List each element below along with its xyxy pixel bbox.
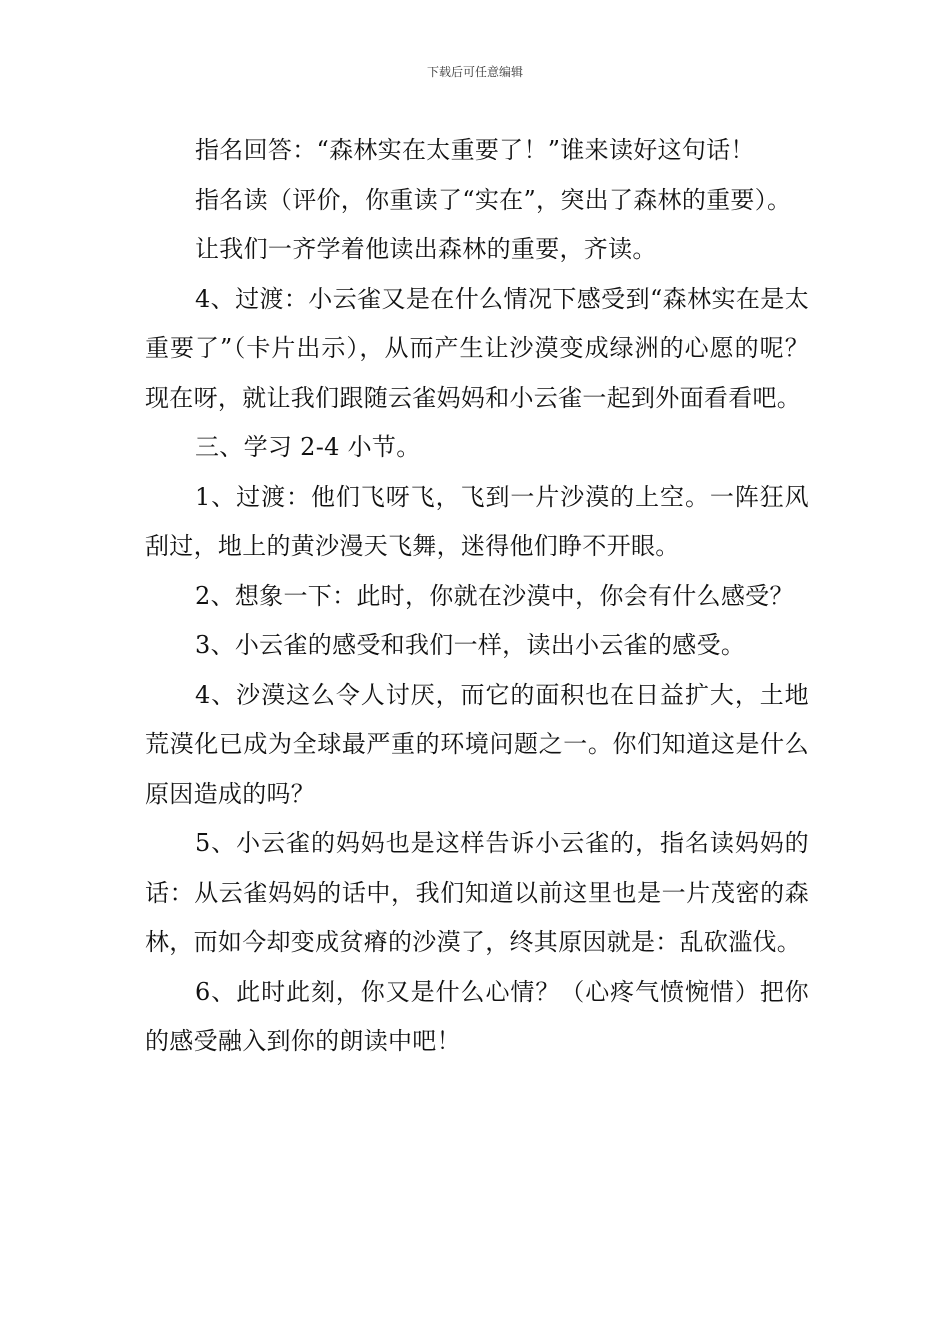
section-heading: 三、学习 2-4 小节。 — [195, 433, 421, 461]
document-body — [145, 126, 809, 1067]
paragraph-3: 让我们一齐学着他读出森林的重要，齐读。 — [195, 235, 657, 263]
paragraph-4: 4、过渡：小云雀又是在什么情况下感受到“森林实在是太重要了”（卡片出示），从而产生让沙漠变成绿洲的心愿的呢？现在呀，就让我们跟随云雀妈妈和小云雀一起到外面看看吧。 — [145, 284, 809, 412]
page-header: 下载后可任意编辑 — [426, 65, 523, 79]
paragraph-1: 指名回答：“森林实在太重要了！”谁来读好这句话！ — [195, 136, 755, 164]
paragraph-6: 1、过渡：他们飞呀飞，飞到一片沙漠的上空。一阵狂风刮过，地上的黄沙漫天飞舞，迷得他们睁不开眼。 — [145, 482, 809, 560]
paragraph-10: 5、小云雀的妈妈也是这样告诉小云雀的，指名读妈妈的话：从云雀妈妈的话中，我们知道以前这里也是一片茂密的森林，而如今却变成贫瘠的沙漠了，终其原因就是：乱砍滥伐。 — [145, 829, 809, 956]
paragraph-9: 4、沙漠这么令人讨厌，而它的面积也在日益扩大，土地荒漠化已成为全球最严重的环境问题之一。你们知道这是什么原因造成的吗？ — [145, 680, 809, 808]
paragraph-8: 3、小云雀的感受和我们一样，读出小云雀的感受。 — [195, 631, 746, 659]
paragraph-7: 2、想象一下：此时，你就在沙漠中，你会有什么感受？ — [195, 581, 794, 610]
paragraph-2: 指名读（评价，你重读了“实在”，突出了森林的重要）。 — [195, 185, 792, 214]
paragraph-11: 6、此时此刻，你又是什么心情？（心疼气愤惋惜）把你的感受融入到你的朗读中吧！ — [145, 977, 809, 1055]
